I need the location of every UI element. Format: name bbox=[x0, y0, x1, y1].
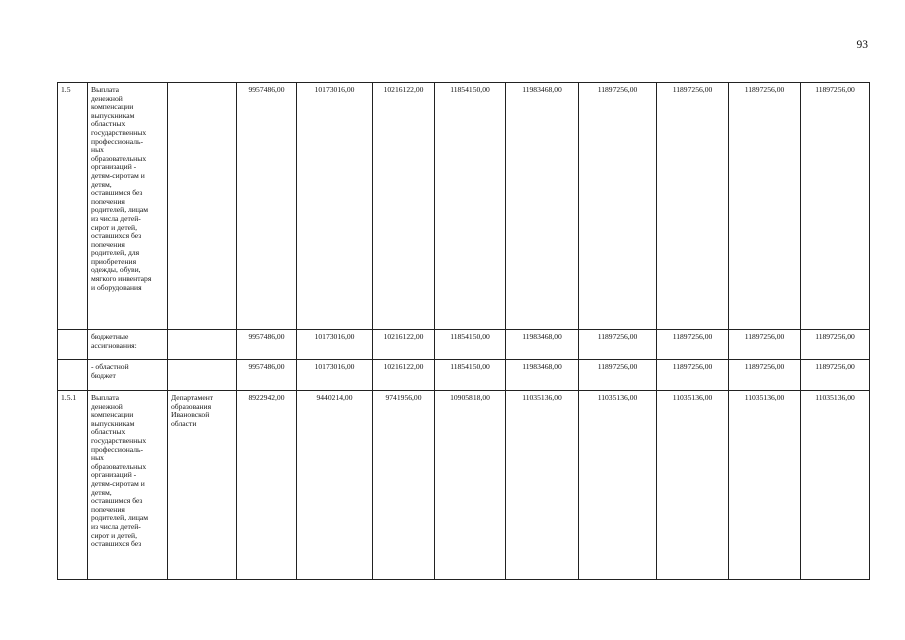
row-value: 11035136,00 bbox=[522, 393, 562, 402]
row-value: 11897256,00 bbox=[744, 85, 785, 94]
row-value-cell bbox=[435, 391, 506, 580]
table-row bbox=[58, 83, 870, 330]
table-row bbox=[58, 391, 870, 580]
row-value: 11897256,00 bbox=[672, 332, 713, 341]
row-name-cell bbox=[88, 330, 168, 360]
row-code-cell bbox=[58, 360, 88, 391]
row-value-cell bbox=[237, 83, 297, 330]
row-value: 8922942,00 bbox=[248, 393, 285, 402]
row-value-cell bbox=[801, 360, 870, 391]
row-value-cell bbox=[297, 360, 373, 391]
row-value-cell bbox=[801, 83, 870, 330]
row-value: 9440214,00 bbox=[316, 393, 353, 402]
row-value-cell bbox=[373, 83, 435, 330]
row-value-cell bbox=[506, 391, 579, 580]
row-value: 11035136,00 bbox=[815, 393, 855, 402]
row-name-cell bbox=[88, 391, 168, 580]
row-value: 11897256,00 bbox=[744, 362, 785, 371]
row-name: бюджетные ассигнования: bbox=[91, 332, 137, 350]
row-value: 11983468,00 bbox=[522, 332, 562, 341]
row-name: Выплата денежной компенсации выпускникам областных государственных профессиональ- ных образовательных организаций - детям-сиротам и детям, оставшимся без попечения родителей, лицам из числа детей- сирот и детей, оставшихся без попечения родителей, для приобретения одежды, обуви, мягкого инвентаря и оборудования bbox=[91, 85, 152, 292]
row-value-cell bbox=[435, 360, 506, 391]
row-value-cell bbox=[435, 330, 506, 360]
row-code-cell bbox=[58, 391, 88, 580]
row-value-cell bbox=[579, 330, 657, 360]
row-value-cell bbox=[801, 330, 870, 360]
row-value: 9957486,00 bbox=[248, 85, 285, 94]
row-value: 11897256,00 bbox=[597, 362, 638, 371]
row-code-cell bbox=[58, 330, 88, 360]
row-code: 1.5 bbox=[61, 85, 71, 94]
row-value-cell bbox=[237, 360, 297, 391]
row-name-cell bbox=[88, 360, 168, 391]
row-value: 11854150,00 bbox=[450, 332, 490, 341]
budget-table-body bbox=[58, 83, 870, 580]
table-row bbox=[58, 360, 870, 391]
row-value: 11035136,00 bbox=[672, 393, 713, 402]
row-value-cell bbox=[657, 330, 729, 360]
row-executor-cell bbox=[168, 330, 237, 360]
row-value: 9741956,00 bbox=[385, 393, 422, 402]
row-value: 11897256,00 bbox=[672, 85, 713, 94]
row-value: 11983468,00 bbox=[522, 362, 562, 371]
row-value-cell bbox=[579, 391, 657, 580]
row-value: 11854150,00 bbox=[450, 362, 490, 371]
row-value: 9957486,00 bbox=[248, 332, 285, 341]
row-value: 10216122,00 bbox=[383, 85, 424, 94]
row-value-cell bbox=[506, 83, 579, 330]
row-value: 11897256,00 bbox=[672, 362, 713, 371]
row-value: 11897256,00 bbox=[815, 85, 855, 94]
row-value: 10905818,00 bbox=[450, 393, 490, 402]
row-value: 10216122,00 bbox=[383, 362, 424, 371]
row-value: 10173016,00 bbox=[314, 85, 355, 94]
row-value: 11983468,00 bbox=[522, 85, 562, 94]
row-value-cell bbox=[657, 391, 729, 580]
row-value: 11897256,00 bbox=[815, 332, 855, 341]
row-value: 10173016,00 bbox=[314, 332, 355, 341]
row-value-cell bbox=[297, 330, 373, 360]
row-value: 10173016,00 bbox=[314, 362, 355, 371]
row-value-cell bbox=[297, 83, 373, 330]
row-value: 11854150,00 bbox=[450, 85, 490, 94]
row-name: Выплата денежной компенсации выпускникам областных государственных профессиональ- ных образовательных организаций - детям-сиротам и детям, оставшимся без попечения родителей, лицам из числа детей- сирот и детей, оставшихся без bbox=[91, 393, 149, 549]
row-value: 11897256,00 bbox=[597, 85, 638, 94]
row-value-cell bbox=[373, 330, 435, 360]
budget-table bbox=[57, 82, 870, 580]
row-value: 11897256,00 bbox=[815, 362, 855, 371]
row-value: 11035136,00 bbox=[744, 393, 785, 402]
row-code-cell bbox=[58, 83, 88, 330]
row-value: 11897256,00 bbox=[597, 332, 638, 341]
row-value-cell bbox=[237, 330, 297, 360]
row-executor-cell bbox=[168, 360, 237, 391]
row-value-cell bbox=[297, 391, 373, 580]
row-executor-cell bbox=[168, 391, 237, 580]
row-value-cell bbox=[729, 83, 801, 330]
row-value-cell bbox=[506, 360, 579, 391]
row-value-cell bbox=[506, 330, 579, 360]
row-value-cell bbox=[435, 83, 506, 330]
row-value-cell bbox=[579, 83, 657, 330]
row-executor: Департамент образования Ивановской области bbox=[171, 393, 214, 428]
row-value: 11035136,00 bbox=[597, 393, 638, 402]
row-value: 9957486,00 bbox=[248, 362, 285, 371]
row-value: 11897256,00 bbox=[744, 332, 785, 341]
row-value-cell bbox=[373, 360, 435, 391]
row-value-cell bbox=[729, 330, 801, 360]
row-value-cell bbox=[579, 360, 657, 391]
row-value-cell bbox=[729, 360, 801, 391]
row-name-cell bbox=[88, 83, 168, 330]
row-value: 10216122,00 bbox=[383, 332, 424, 341]
row-value-cell bbox=[657, 360, 729, 391]
row-value-cell bbox=[237, 391, 297, 580]
row-executor-cell bbox=[168, 83, 237, 330]
row-value-cell bbox=[801, 391, 870, 580]
row-value-cell bbox=[729, 391, 801, 580]
page-number: 93 bbox=[856, 39, 868, 51]
row-name: - областной бюджет bbox=[91, 362, 129, 380]
table-row bbox=[58, 330, 870, 360]
row-value-cell bbox=[373, 391, 435, 580]
row-value-cell bbox=[657, 83, 729, 330]
row-code: 1.5.1 bbox=[61, 393, 77, 402]
